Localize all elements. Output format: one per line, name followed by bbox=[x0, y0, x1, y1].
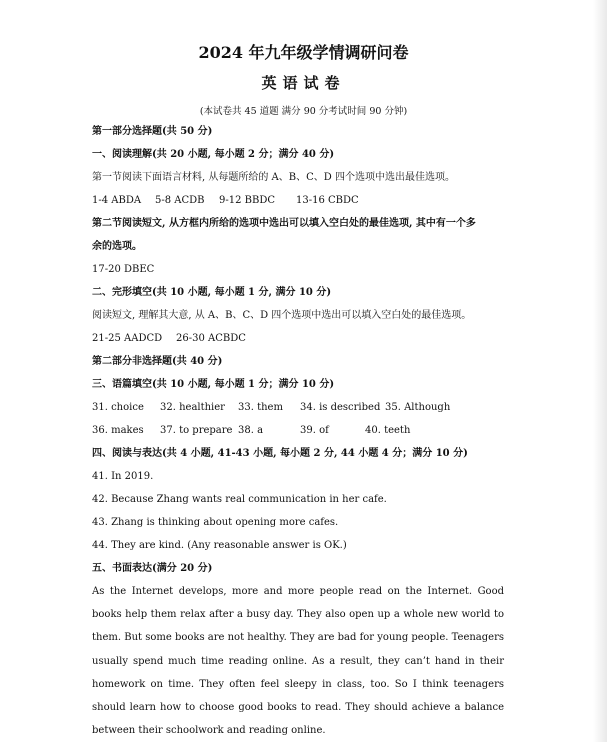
section5-heading: 五、书面表达(满分 20 分) bbox=[92, 563, 213, 574]
answer-item: 31. choice bbox=[92, 402, 144, 413]
sec2-instruction: 阅读短文, 理解其大意, 从 A、B、C、D 四个选项中选出可以填入空白处的最佳选项。 bbox=[92, 310, 472, 321]
answer-group: 9-12 BBDC bbox=[219, 195, 276, 206]
section1-heading: 一、阅读理解(共 20 小题, 每小题 2 分；满分 40 分) bbox=[92, 149, 335, 160]
section4-heading: 四、阅读与表达(共 4 小题, 41-43 小题, 每小题 2 分, 44 小题 4 分；满分 10 分) bbox=[92, 448, 468, 459]
answer-group: 13-16 CBDC bbox=[296, 195, 359, 206]
exam-info: (本试卷共 45 道题 满分 90 分考试时间 90 分钟) bbox=[199, 106, 408, 117]
answer-item: 36. makes bbox=[92, 425, 144, 436]
section2-heading: 二、完形填空(共 10 小题, 每小题 1 分, 满分 10 分) bbox=[92, 287, 332, 298]
answer-item: 35. Although bbox=[385, 402, 451, 413]
part1-heading: 第一部分选择题(共 50 分) bbox=[92, 126, 213, 137]
answer-item: 34. is described bbox=[300, 402, 381, 413]
answer-group: 1-4 ABDA bbox=[92, 195, 142, 206]
answer-item: 37. to prepare bbox=[160, 425, 233, 436]
sec1-part2-instruction-line1: 第二节阅读短文, 从方框内所给的选项中选出可以填入空白处的最佳选项, 其中有一个多 bbox=[92, 218, 476, 229]
answer-item: 33. them bbox=[238, 402, 283, 413]
answer-item: 38. a bbox=[238, 425, 264, 436]
answer-group: 5-8 ACDB bbox=[155, 195, 205, 206]
model-essay: As the Internet develops, more and more people read on the Internet. Good books help them relax after a busy day. They also open up a whole new world to them. But some books are not healthy. They are bad for young people. Teenagers usually spend much time reading online. As a result, they can’t hand in their homework on time. They often feel sleepy in class, too. So I think teenagers should learn how to choose good books to read. They should achieve a balance between their schoolwork and reading online. bbox=[92, 586, 504, 737]
sec4-answer: 43. Zhang is thinking about opening more cafes. bbox=[92, 517, 339, 528]
section3-heading: 三、语篇填空(共 10 小题, 每小题 1 分；满分 10 分) bbox=[92, 379, 335, 390]
sec4-answer: 41. In 2019. bbox=[92, 471, 154, 482]
sec1-part2-instruction-line2: 余的选项。 bbox=[92, 241, 142, 252]
answer-group: 21-25 AADCD bbox=[92, 333, 163, 344]
page-edge-shadow bbox=[593, 0, 607, 742]
main-title: 2024 年九年级学情调研问卷 bbox=[198, 43, 409, 62]
sec4-answer: 44. They are kind. (Any reasonable answer is OK.) bbox=[92, 540, 347, 551]
answer-item: 39. of bbox=[300, 425, 329, 436]
answer-item: 40. teeth bbox=[365, 425, 411, 436]
subject-title: 英语试卷 bbox=[261, 74, 346, 92]
answer-item: 32. healthier bbox=[160, 402, 225, 413]
sec1-instruction: 第一节阅读下面语言材料, 从每题所给的 A、B、C、D 四个选项中选出最佳选项。 bbox=[92, 172, 455, 183]
sec1-part2-answers: 17-20 DBEC bbox=[92, 264, 155, 275]
sec4-answer: 42. Because Zhang wants real communication in her cafe. bbox=[92, 494, 387, 505]
answer-group: 26-30 ACBDC bbox=[176, 333, 246, 344]
part2-heading: 第二部分非选择题(共 40 分) bbox=[92, 356, 223, 367]
